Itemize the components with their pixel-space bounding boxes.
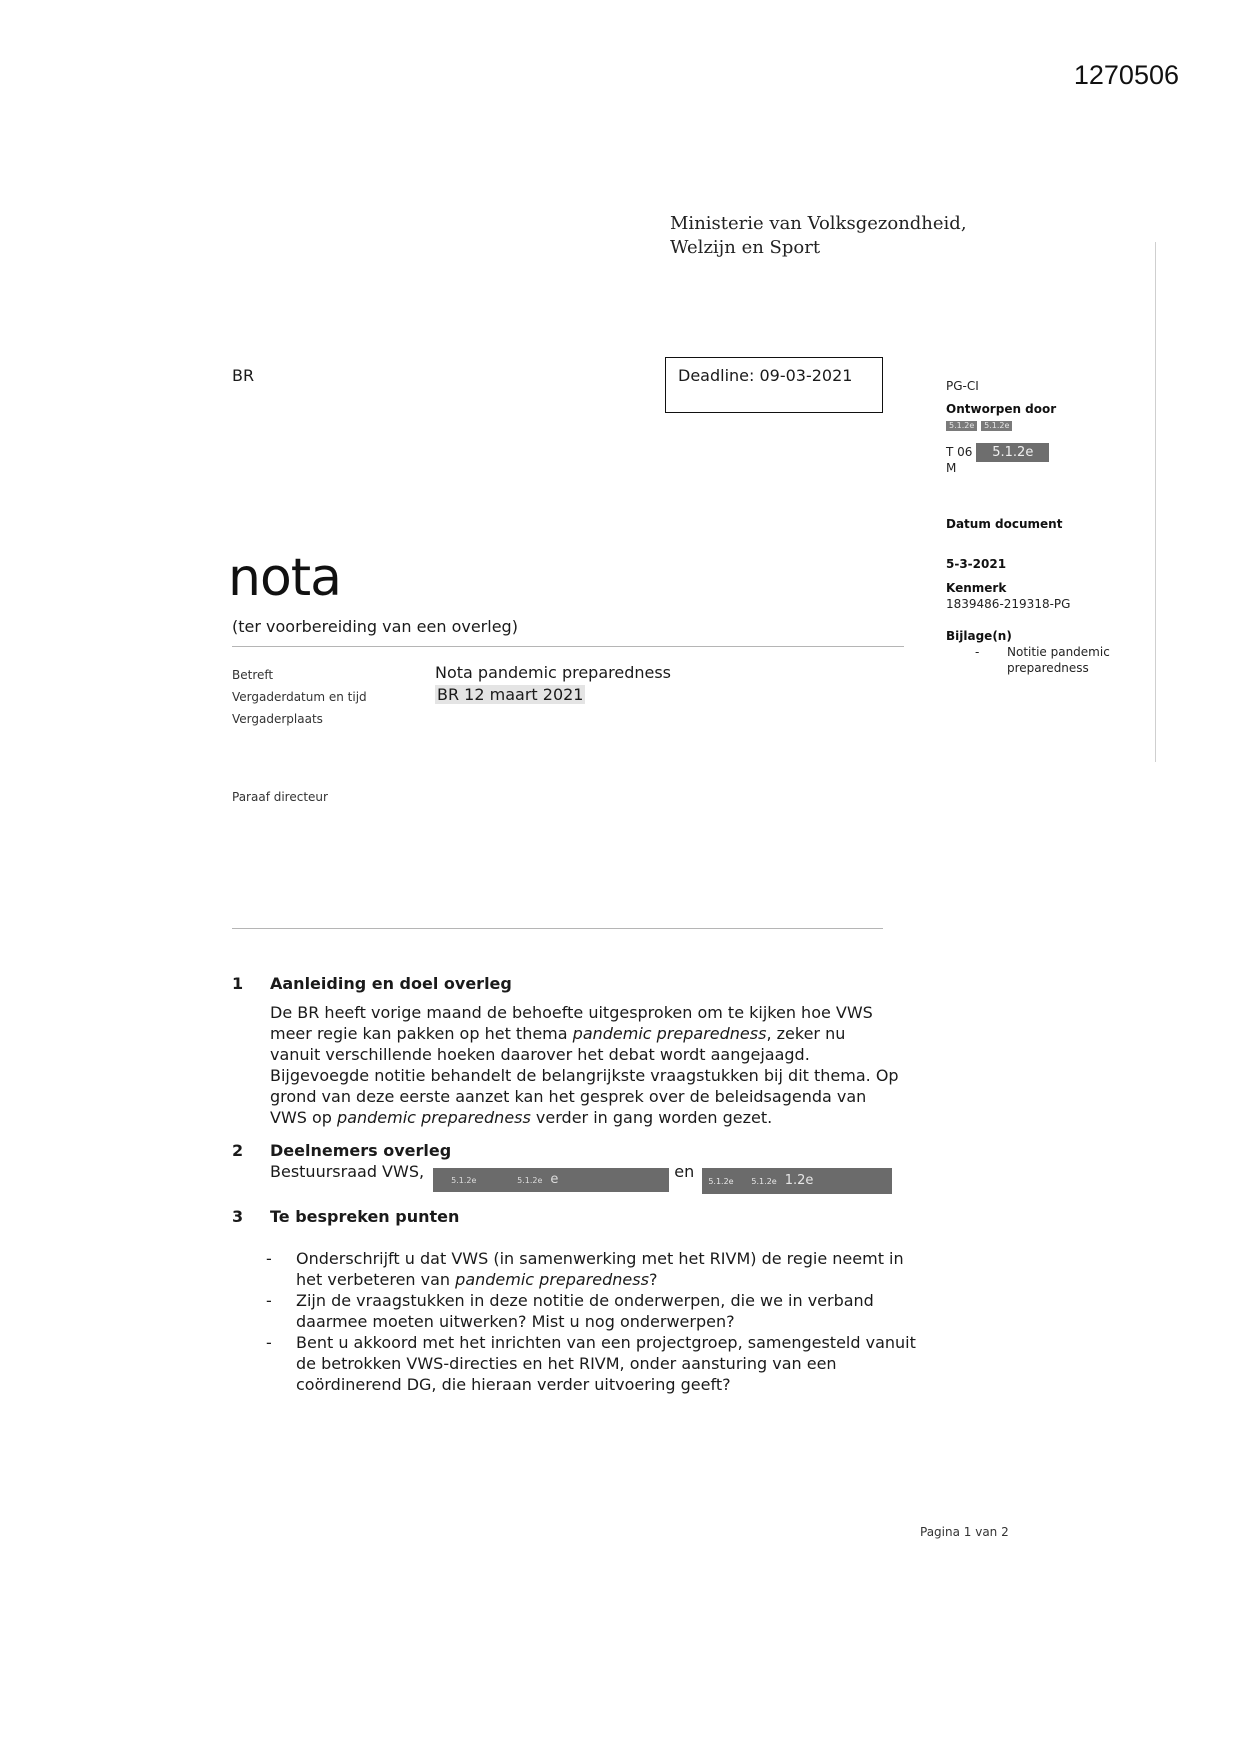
- reference-label: Kenmerk: [946, 581, 1007, 595]
- redaction-code: 1.2e: [784, 1173, 814, 1188]
- attachment-line-2: preparedness: [1007, 661, 1089, 675]
- attachment-dash: -: [975, 645, 980, 659]
- text-run: verder in gang worden gezet.: [530, 1108, 773, 1127]
- italic-term: pandemic preparedness: [455, 1270, 649, 1289]
- paragraph-line: [270, 1023, 920, 1044]
- section-title: Aanleiding en doel overleg: [270, 974, 512, 993]
- redaction-block: 5.1.2e: [981, 421, 1012, 431]
- redaction-code: 5.1.2e: [451, 1176, 477, 1185]
- section-title: Deelnemers overleg: [270, 1141, 452, 1160]
- divider: [232, 646, 904, 647]
- mobile-prefix: M: [946, 461, 957, 475]
- text-run: De BR heeft vorige maand de behoefte uitgesproken om te kijken hoe VWS: [270, 1003, 873, 1022]
- meeting-date-label: Vergaderdatum en tijd: [232, 690, 367, 704]
- document-number: 1270506: [1073, 60, 1179, 90]
- paragraph-line: [270, 1044, 920, 1065]
- italic-term: pandemic preparedness: [572, 1024, 767, 1043]
- text-run: VWS op: [270, 1108, 338, 1127]
- section-number: 2: [232, 1141, 244, 1160]
- text-run: Zijn de vraagstukken in deze notitie de onderwerpen, die we in verband daarmee moeten uitwerken? Mist u nog onderwerpen?: [296, 1291, 874, 1331]
- list-item: [262, 1248, 922, 1290]
- paragraph-line: [270, 1002, 920, 1023]
- subject-label: Betreft: [232, 668, 274, 682]
- ministry-line-2: Welzijn en Sport: [670, 237, 821, 258]
- designed-by-label: Ontworpen door: [946, 402, 1057, 416]
- text-run: meer regie kan pakken op het thema: [270, 1024, 573, 1043]
- deadline-box: Deadline: 09-03-2021: [665, 357, 883, 413]
- document-subtitle: (ter voorbereiding van een overleg): [232, 617, 518, 636]
- department: PG-CI: [946, 379, 979, 393]
- list-item: [262, 1290, 922, 1332]
- ministry-logo-text: [670, 212, 967, 260]
- phone-prefix: T 06: [946, 445, 973, 459]
- document-title: nota: [228, 548, 342, 608]
- phone-line: [946, 443, 1049, 462]
- text-run: Bent u akkoord met het inrichten van een projectgroep, samengesteld vanuit de betrokken VWS-directies en het RIVM, onder aansturing van een coördinerend DG, die hieraan verder uitvoering geeft?: [296, 1333, 916, 1394]
- redaction-block: 5.1.2e: [976, 443, 1049, 462]
- italic-term: pandemic preparedness: [337, 1108, 531, 1127]
- text-run: grond van deze eerste aanzet kan het gesprek over de beleidsagenda van: [270, 1087, 867, 1106]
- divider: [232, 928, 883, 929]
- participants-line: [270, 1162, 892, 1194]
- meeting-date-value: [435, 685, 585, 704]
- paraaf-label: Paraaf directeur: [232, 790, 328, 804]
- subject-value: Nota pandemic preparedness: [435, 663, 672, 682]
- list-item: [262, 1332, 922, 1395]
- redaction-code: e: [550, 1172, 559, 1187]
- attachments-label: Bijlage(n): [946, 629, 1012, 643]
- redaction-block: [433, 1168, 669, 1192]
- redaction-block: [702, 1168, 892, 1194]
- reference-value: 1839486-219318-PG: [946, 597, 1071, 611]
- addressee: BR: [232, 366, 255, 385]
- section-number: 3: [232, 1207, 244, 1226]
- sidebar-divider: [1155, 242, 1156, 762]
- redaction-block: 5.1.2e: [946, 421, 977, 431]
- text-run: , zeker nu: [766, 1024, 846, 1043]
- paragraph-line: [270, 1065, 920, 1086]
- redaction-code: 5.1.2e: [751, 1177, 777, 1186]
- page-number: Pagina 1 van 2: [920, 1525, 1009, 1539]
- attachment-line-1: Notitie pandemic: [1007, 645, 1110, 659]
- paragraph-line: [270, 1086, 920, 1107]
- participants-mid: en: [674, 1162, 695, 1181]
- paragraph-line: [270, 1107, 920, 1128]
- section-title: Te bespreken punten: [270, 1207, 460, 1226]
- participants-prefix: Bestuursraad VWS,: [270, 1162, 425, 1181]
- designed-by-redactions: [946, 418, 1012, 432]
- text-run: Onderschrijft u dat VWS (in samenwerking met het RIVM) de regie neemt in het verbeteren van: [296, 1249, 904, 1289]
- section-number: 1: [232, 974, 244, 993]
- ministry-line-1: Ministerie van Volksgezondheid,: [670, 213, 967, 234]
- meeting-place-label: Vergaderplaats: [232, 712, 323, 726]
- date-value: 5-3-2021: [946, 557, 1007, 571]
- date-label: Datum document: [946, 517, 1063, 531]
- section-paragraph: [270, 1002, 920, 1128]
- text-run: ?: [648, 1270, 658, 1289]
- redaction-code: 5.1.2e: [708, 1177, 734, 1186]
- text-run: vanuit verschillende hoeken daarover het debat wordt aangejaagd.: [270, 1045, 810, 1064]
- redaction-code: 5.1.2e: [517, 1176, 543, 1185]
- discussion-points-list: [262, 1248, 922, 1395]
- meeting-date-highlight: BR 12 maart 2021: [437, 685, 584, 704]
- text-run: Bijgevoegde notitie behandelt de belangrijkste vraagstukken bij dit thema. Op: [270, 1066, 899, 1085]
